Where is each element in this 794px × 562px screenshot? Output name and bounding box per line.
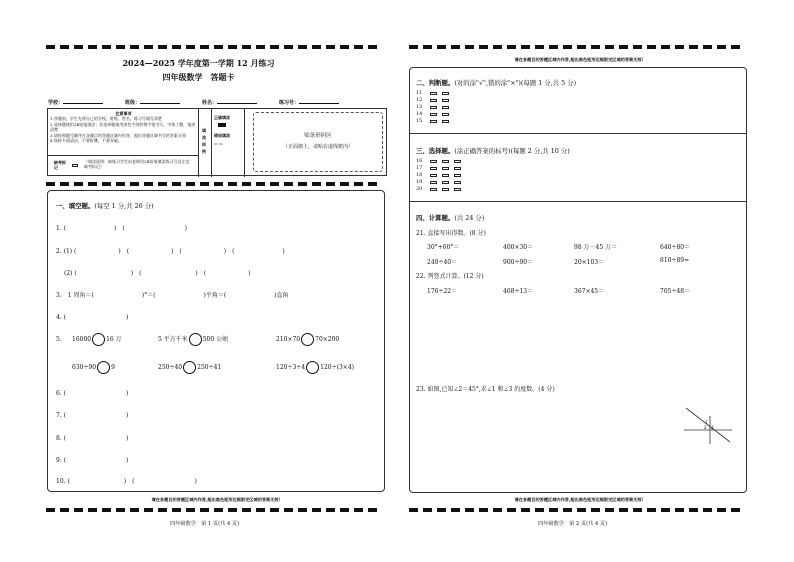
barcode-note: （正面朝上，请贴在虚线框内） xyxy=(282,144,353,150)
judge-title: 二、判断题。(对的涂"√",错的涂"×")(每题 1 分,共 5 分) xyxy=(416,79,577,87)
warning-text: 请在各题目的答题区域内作答,超出黑色矩形边框限定区域的答案无效! xyxy=(514,497,644,502)
absent-mark-box xyxy=(50,157,196,175)
direct-calc-item[interactable]: 30°+60°＝ xyxy=(427,244,460,251)
judge-row[interactable]: 13 xyxy=(416,104,452,110)
header-info-block xyxy=(47,108,387,176)
vertical-calc-item[interactable]: 705÷48＝ xyxy=(660,288,691,295)
warning-text: 请在各题目的答题区域内作答,超出黑色矩形边框限定区域的答案无效! xyxy=(151,497,281,502)
choice-row[interactable]: 17 xyxy=(416,165,464,171)
bottom-dash-marks xyxy=(46,508,377,512)
vertical-calc-item[interactable]: 468÷13＝ xyxy=(503,288,534,295)
direct-calc-item[interactable]: 640÷80＝ xyxy=(660,244,691,251)
bottom-dash-marks xyxy=(409,508,740,512)
exam-number-field[interactable]: 练习号： xyxy=(279,99,339,106)
judge-row[interactable]: 15 xyxy=(416,118,452,124)
page-number: 四年级数学 第 2 页(共 4 页) xyxy=(538,521,608,527)
compare-item[interactable]: 250÷40 250÷41 xyxy=(158,361,221,374)
judge-row[interactable]: 14 xyxy=(416,111,452,117)
barcode-title: 贴条形码区 xyxy=(304,133,332,139)
divider xyxy=(409,133,747,134)
direct-calc-item[interactable]: 20×103＝ xyxy=(574,259,605,266)
direct-calc-item[interactable]: 240÷40＝ xyxy=(427,259,458,266)
angle-label-1: 1 xyxy=(705,420,708,425)
q23-title: 23. 如图,已知∠2＝45°,求∠1 和∠3 的度数。(4 分) xyxy=(416,386,555,393)
compare-item[interactable]: 210×70 70×200 xyxy=(276,333,339,346)
choice-row[interactable]: 18 xyxy=(416,172,464,178)
exam-title: 2024—2025 学年度第一学期 12 月练习 xyxy=(122,58,275,68)
wrong-fill-marks: ▭ ▭ xyxy=(214,140,223,146)
compare-item[interactable]: 16000 16 万 xyxy=(72,333,122,346)
compare-item[interactable]: 630÷90 9 xyxy=(72,361,115,374)
choice-title: 三、选择题。(涂正确答案的标号)(每题 2 分,共 10 分) xyxy=(416,147,570,155)
answer-q8[interactable]: 8. ( ) xyxy=(56,435,129,442)
divider xyxy=(409,201,747,202)
school-field[interactable]: 学校： xyxy=(48,99,103,106)
answer-q2-1[interactable]: 2. (1) ( ) ( ) ( ) ( ) xyxy=(56,248,285,255)
fill-sample xyxy=(214,115,242,146)
angle-figure xyxy=(680,400,735,445)
class-field[interactable]: 班级： xyxy=(125,99,180,106)
mid-dash-marks xyxy=(46,182,377,186)
compare-item[interactable]: 5 平方千米 500 公顷 xyxy=(158,333,228,346)
q5-label: 5. xyxy=(56,336,62,343)
judge-row[interactable]: 11 xyxy=(416,90,452,96)
answer-q4[interactable]: 4. ( ) xyxy=(56,314,129,321)
answer-q6[interactable]: 6. ( ) xyxy=(56,390,129,397)
answer-q7[interactable]: 7. ( ) xyxy=(56,412,129,419)
q22-title: 22. 列竖式计算。(12 分) xyxy=(416,273,484,280)
answer-q9[interactable]: 9. ( ) xyxy=(56,457,129,464)
note-item: 1.答题前，学生先将自己的学校、班级、姓名、练习号填写清楚 xyxy=(50,116,162,122)
answer-q3[interactable]: 3. 1 周角＝( )°＝( )平角＝( )直角 xyxy=(56,292,289,299)
sample-label: 填涂样例 xyxy=(202,128,206,154)
vertical-calc-item[interactable]: 176÷22＝ xyxy=(427,288,458,295)
correct-fill-label: 正确填涂 xyxy=(214,115,230,120)
direct-calc-item[interactable]: 98 万－45 万＝ xyxy=(574,244,618,251)
judge-row[interactable]: 12 xyxy=(416,97,452,103)
vertical-calc-item[interactable]: 367×45＝ xyxy=(574,288,605,295)
answer-q10[interactable]: 10. ( ) ( ) xyxy=(56,478,197,485)
top-dash-marks xyxy=(46,45,377,49)
direct-calc-item[interactable]: 400×30＝ xyxy=(503,244,534,251)
notes-heading: 注意事项 xyxy=(115,111,132,116)
angle-label-2: 2 xyxy=(704,425,707,430)
direct-calc-item[interactable]: 900÷90＝ xyxy=(503,259,534,266)
exam-subtitle: 四年级数学 答题卡 xyxy=(162,72,235,82)
choice-row[interactable]: 20 xyxy=(416,186,464,192)
choice-row[interactable]: 16 xyxy=(416,158,464,164)
angle-label-3: 3 xyxy=(711,425,714,430)
correct-fill-mark xyxy=(218,123,226,127)
calc-title: 四、计算题。(共 24 分) xyxy=(416,214,485,222)
q21-title: 21. 直接写出得数。(8 分) xyxy=(416,230,486,237)
section-title: 一、填空题。(每空 1 分,共 26 分) xyxy=(56,202,154,210)
note-item: 3.请按照题号顺序在各题目的答题区域内作答，超出答题区域书写的答案无效 xyxy=(50,132,186,138)
answer-q2-2[interactable]: (2) ( ) ( ) ( ) xyxy=(64,270,251,277)
direct-calc-item[interactable]: 810÷89≈ xyxy=(660,257,690,264)
warning-text: 请在各题目的答题区域内作答,超出黑色矩形边框限定区域的答案无效! xyxy=(514,57,644,62)
top-dash-marks xyxy=(409,45,740,49)
answer-q1[interactable]: 1. ( ) ( ) xyxy=(56,225,187,232)
page-number: 四年级数学 第 1 页(共 4 页) xyxy=(170,521,240,527)
absent-label: 缺考标记 xyxy=(54,160,66,171)
notes-box xyxy=(50,111,197,156)
fill-in-section xyxy=(47,190,385,492)
note-item: 2.选择题使用2B铅笔填涂；非选择题使用黑色字迹的签字笔书写，字体工整，笔迹清楚 xyxy=(50,121,196,133)
name-field[interactable]: 姓名： xyxy=(202,99,257,106)
absent-checkbox[interactable] xyxy=(72,164,78,167)
wrong-fill-label: 错误填涂 xyxy=(214,133,230,139)
student-info-row xyxy=(48,99,388,106)
absent-note: （填涂说明：缺练习学生由老师用2B铅笔填涂练习号及左边缺考标记） xyxy=(84,159,190,170)
barcode-area xyxy=(253,112,383,172)
note-item: 4.保持卡面清洁，不要折叠，不要弄破。 xyxy=(50,138,122,144)
compare-item[interactable]: 120÷3÷4 120÷(3×4) xyxy=(276,361,354,374)
choice-row[interactable]: 19 xyxy=(416,179,464,185)
